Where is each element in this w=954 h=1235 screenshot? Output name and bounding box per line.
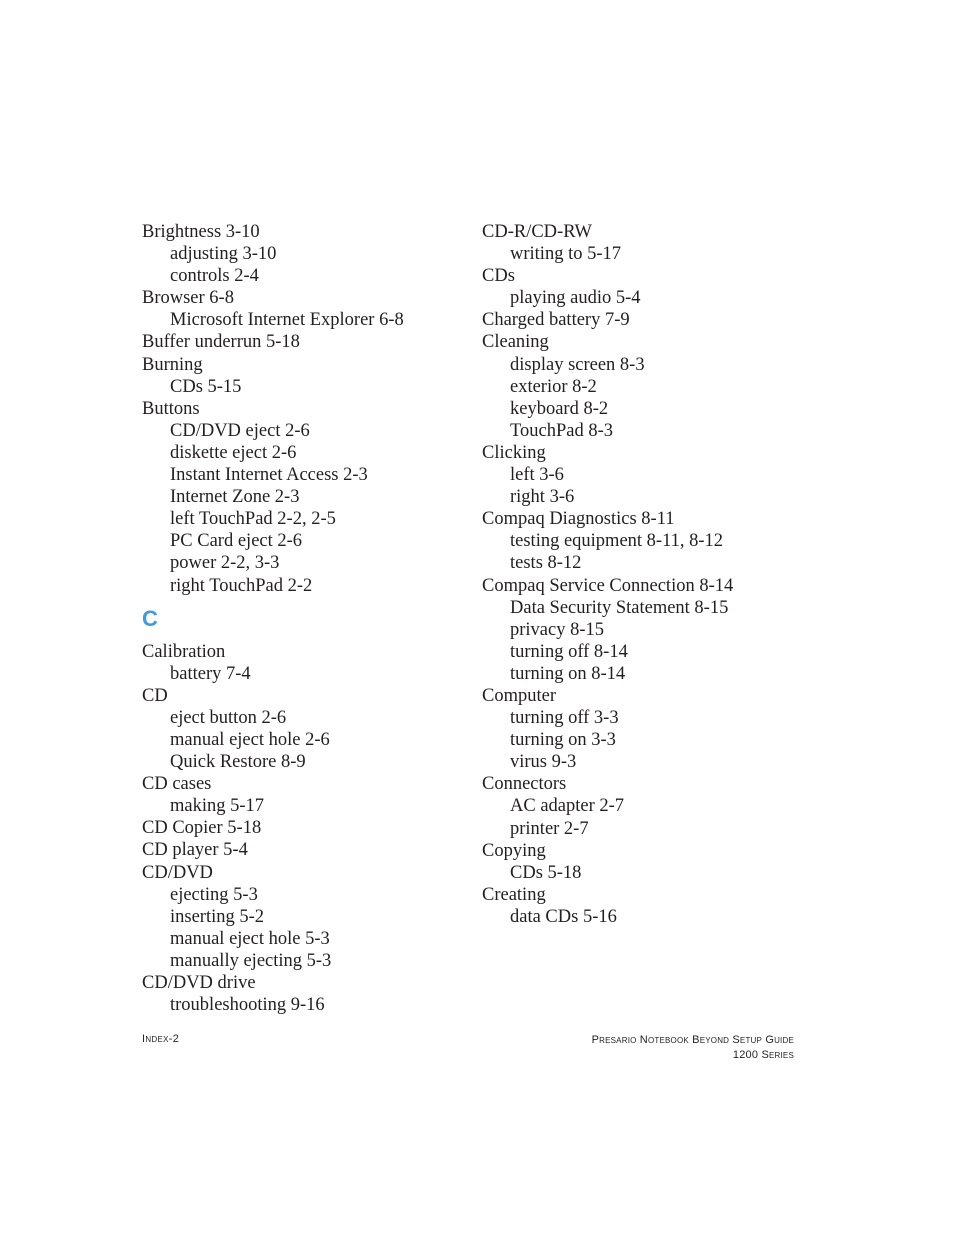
index-subentry: Data Security Statement 8-15 (510, 597, 729, 618)
index-subentry: turning on 8-14 (510, 663, 626, 684)
index-entry: Clicking (482, 442, 546, 463)
index-subentry: writing to 5-17 (510, 244, 621, 265)
index-entry: Buffer underrun 5-18 (142, 332, 300, 353)
index-subentry: manually ejecting 5-3 (170, 950, 332, 971)
index-entry: Creating (482, 884, 546, 905)
index-entry-list-top (142, 221, 462, 597)
index-entry: CD/DVD (142, 862, 213, 883)
index-subentry: exterior 8-2 (510, 376, 597, 397)
index-subentry: Internet Zone 2-3 (170, 487, 300, 508)
index-subentry: tests 8-12 (510, 553, 582, 574)
index-subentry: right 3-6 (510, 487, 575, 508)
index-entry: CD player 5-4 (142, 840, 248, 861)
index-subentry: left 3-6 (510, 465, 564, 486)
index-entry: CD Copier 5-18 (142, 818, 262, 839)
index-entry: Compaq Diagnostics 8-11 (482, 509, 675, 530)
index-entry: Compaq Service Connection 8-14 (482, 575, 734, 596)
index-subentry: making 5-17 (170, 796, 265, 817)
index-entry: CD/DVD drive (142, 973, 256, 993)
index-subentry: AC adapter 2-7 (510, 796, 625, 817)
index-entry: CD-R/CD-RW (482, 222, 592, 242)
index-subentry: troubleshooting 9-16 (170, 995, 325, 1016)
index-subentry: CDs 5-18 (510, 862, 582, 883)
footer-page-label: Index-2 (142, 1033, 180, 1045)
section-letter-heading: C (142, 605, 158, 631)
footer-series-line: 1200 Series (732, 1049, 794, 1061)
index-subentry: keyboard 8-2 (510, 398, 609, 419)
index-subentry: manual eject hole 5-3 (170, 928, 330, 949)
index-entry: Connectors (482, 774, 567, 795)
index-subentry: CD/DVD eject 2-6 (170, 420, 310, 441)
index-subentry: manual eject hole 2-6 (170, 729, 330, 750)
index-subentry: printer 2-7 (510, 818, 589, 839)
index-entry: Brightness 3-10 (142, 222, 260, 242)
index-entry: Burning (142, 354, 203, 375)
index-subentry: turning on 3-3 (510, 730, 616, 751)
index-entry: Computer (482, 685, 556, 706)
index-entry: Calibration (142, 641, 226, 662)
index-subentry: turning off 8-14 (510, 641, 628, 662)
index-entry-list-right (482, 221, 812, 928)
index-subentry: testing equipment 8-11, 8-12 (510, 531, 724, 552)
index-subentry: data CDs 5-16 (510, 906, 617, 927)
index-subentry: turning off 3-3 (510, 708, 619, 729)
index-column-left (142, 221, 462, 1016)
index-subentry: Microsoft Internet Explorer 6-8 (170, 310, 404, 331)
index-subentry: inserting 5-2 (170, 906, 265, 927)
index-entry: CD (142, 685, 168, 706)
index-entry-list-section (142, 641, 462, 1017)
index-subentry: playing audio 5-4 (510, 288, 641, 309)
index-subentry: right TouchPad 2-2 (170, 575, 313, 596)
index-subentry: adjusting 3-10 (170, 244, 277, 265)
index-subentry: TouchPad 8-3 (510, 420, 614, 441)
index-subentry: Quick Restore 8-9 (170, 752, 306, 773)
index-subentry: battery 7-4 (170, 663, 251, 684)
index-subentry: CDs 5-15 (170, 376, 242, 397)
index-subentry: diskette eject 2-6 (170, 442, 297, 463)
index-subentry: display screen 8-3 (510, 354, 645, 375)
index-entry: Buttons (142, 398, 200, 419)
index-entry: Cleaning (482, 332, 549, 353)
index-subentry: left TouchPad 2-2, 2-5 (170, 509, 336, 530)
index-entry: Copying (482, 840, 546, 861)
index-subentry: PC Card eject 2-6 (170, 531, 303, 552)
index-entry: Browser 6-8 (142, 288, 234, 309)
index-subentry: ejecting 5-3 (170, 884, 258, 905)
index-entry: CDs (482, 266, 515, 287)
index-column-right (482, 221, 812, 928)
index-subentry: controls 2-4 (170, 266, 259, 287)
index-subentry: virus 9-3 (510, 752, 577, 773)
index-subentry: Instant Internet Access 2-3 (170, 465, 368, 486)
index-entry: CD cases (142, 774, 212, 795)
index-subentry: power 2-2, 3-3 (170, 553, 280, 574)
index-subentry: privacy 8-15 (510, 619, 605, 640)
footer-book-title (592, 1033, 794, 1063)
index-subentry: eject button 2-6 (170, 707, 287, 728)
index-entry: Charged battery 7-9 (482, 310, 630, 331)
footer-title-line: Presario Notebook Beyond Setup Guide (591, 1034, 794, 1046)
